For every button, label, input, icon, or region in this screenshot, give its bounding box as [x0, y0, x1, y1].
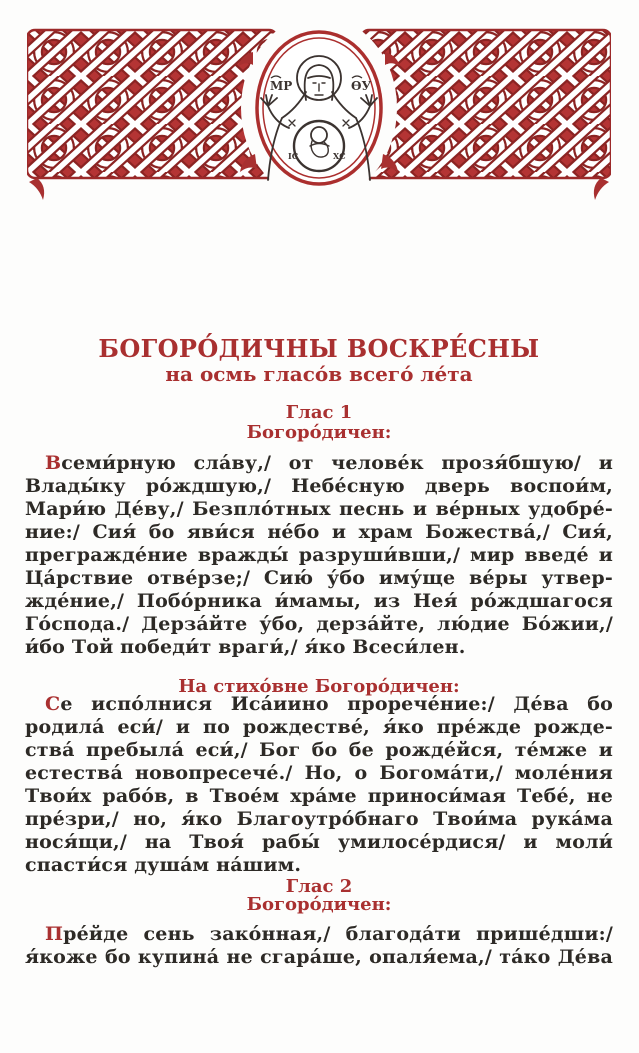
paragraph-line: [25, 452, 613, 475]
paragraph-line: [25, 923, 613, 946]
paragraph-stikhovne-bogorodichen: [25, 693, 613, 877]
header-ornament: [27, 28, 611, 200]
bogorodichen-heading-2: Богоро́дичен:: [246, 894, 392, 915]
paragraph-line: я́коже бо купина́ не сгара́ше, опаля́ема,/ та́ко Де́ва: [25, 946, 613, 968]
knot-panel-left: [27, 30, 277, 178]
line-text: ре́йде сень зако́нная,/ благода́ти прише́дши:/: [63, 923, 613, 945]
page-title: БОГОРО́ДИЧНЫ ВОСКРЕ́СНЫ: [98, 334, 540, 363]
tone-heading-glas-2: Глас 2: [285, 876, 353, 897]
paragraph-line: естества́ новопресече́./ Но, о Богома́ти,/ моле́ния: [25, 762, 613, 784]
paragraph-line: Твои́х рабо́в, в Твое́м хра́ме приноси́мая Тебе́, не: [25, 785, 613, 807]
corner-flourish-right: [594, 178, 609, 200]
ic-label: ІС: [288, 151, 299, 161]
paragraph-line: пре́зри,/ но, я́ко Благоутро́бнаго Твои́ма рука́ма: [25, 808, 613, 830]
paragraph-line: прегражде́ние вражды́ разруши́вши,/ мир введе́ и: [25, 544, 613, 566]
bogorodichen-heading-1: Богоро́дичен:: [246, 422, 392, 443]
line-text: е испо́лнися Иса́иино прорече́ние:/ Де́ва бо: [60, 693, 613, 715]
page-subtitle: на осмь гласо́в всего́ ле́та: [165, 362, 473, 386]
paragraph-line: Го́спода./ Дерза́йте у́бо, дерза́йте, лю́дие Бо́жии,/: [25, 613, 613, 635]
corner-flourish-left: [29, 178, 44, 200]
paragraph-line: Влады́ку ро́ждшую,/ Небе́сную дверь воспои́м,: [25, 475, 613, 497]
red-initial: С: [45, 693, 61, 715]
paragraph-line: ства́ пребыла́ еси́,/ Бог бо бе рожде́йся, те́мже и: [25, 739, 613, 761]
paragraph-line: и́бо Той победи́т враги́,/ я́ко Всеси́лен.: [25, 636, 466, 658]
tone-heading-glas-1: Глас 1: [285, 402, 353, 423]
mr-label: МР: [270, 79, 293, 93]
paragraph-line: нося́щи,/ на Твоя́ рабы́ умилосе́рдися/ и моли́: [25, 831, 613, 853]
theotokos-of-the-sign-icon: [257, 32, 381, 184]
paragraph-line: ние:/ Сия́ бо яви́ся не́бо и храм Божества́,/ Сия́,: [25, 521, 613, 543]
paragraph-line: родила́ еси́/ и по рождестве́, я́ко пре́жде рожде-: [25, 716, 613, 738]
line-text: семи́рную сла́ву,/ от челове́к прозя́бшую/ и: [61, 452, 613, 474]
xc-label: ХС: [333, 151, 346, 161]
paragraph-line: [25, 693, 613, 716]
knot-panel-right: [361, 30, 611, 178]
paragraph-line: Мари́ю Де́ву,/ Безпло́тных песнь и ве́рных удобре́-: [25, 498, 613, 520]
paragraph-line: спасти́ся душа́м на́шим.: [25, 854, 302, 876]
paragraph-line: Ца́рствие отве́рзе;/ Сию́ у́бо иму́ще ве́ры утвер-: [25, 567, 613, 589]
paragraph-glas2-bogorodichen: [25, 923, 613, 969]
paragraph-glas1-bogorodichen: [25, 452, 613, 659]
stikhovne-heading: На стихо́вне Богоро́дичен:: [178, 676, 460, 697]
red-initial: П: [45, 923, 64, 945]
red-initial: В: [45, 452, 62, 474]
thu-label: ѲУ: [351, 79, 372, 93]
paragraph-line: жде́ние,/ Побо́рника и́мамы, из Нея́ ро́ждшагося: [25, 590, 613, 612]
